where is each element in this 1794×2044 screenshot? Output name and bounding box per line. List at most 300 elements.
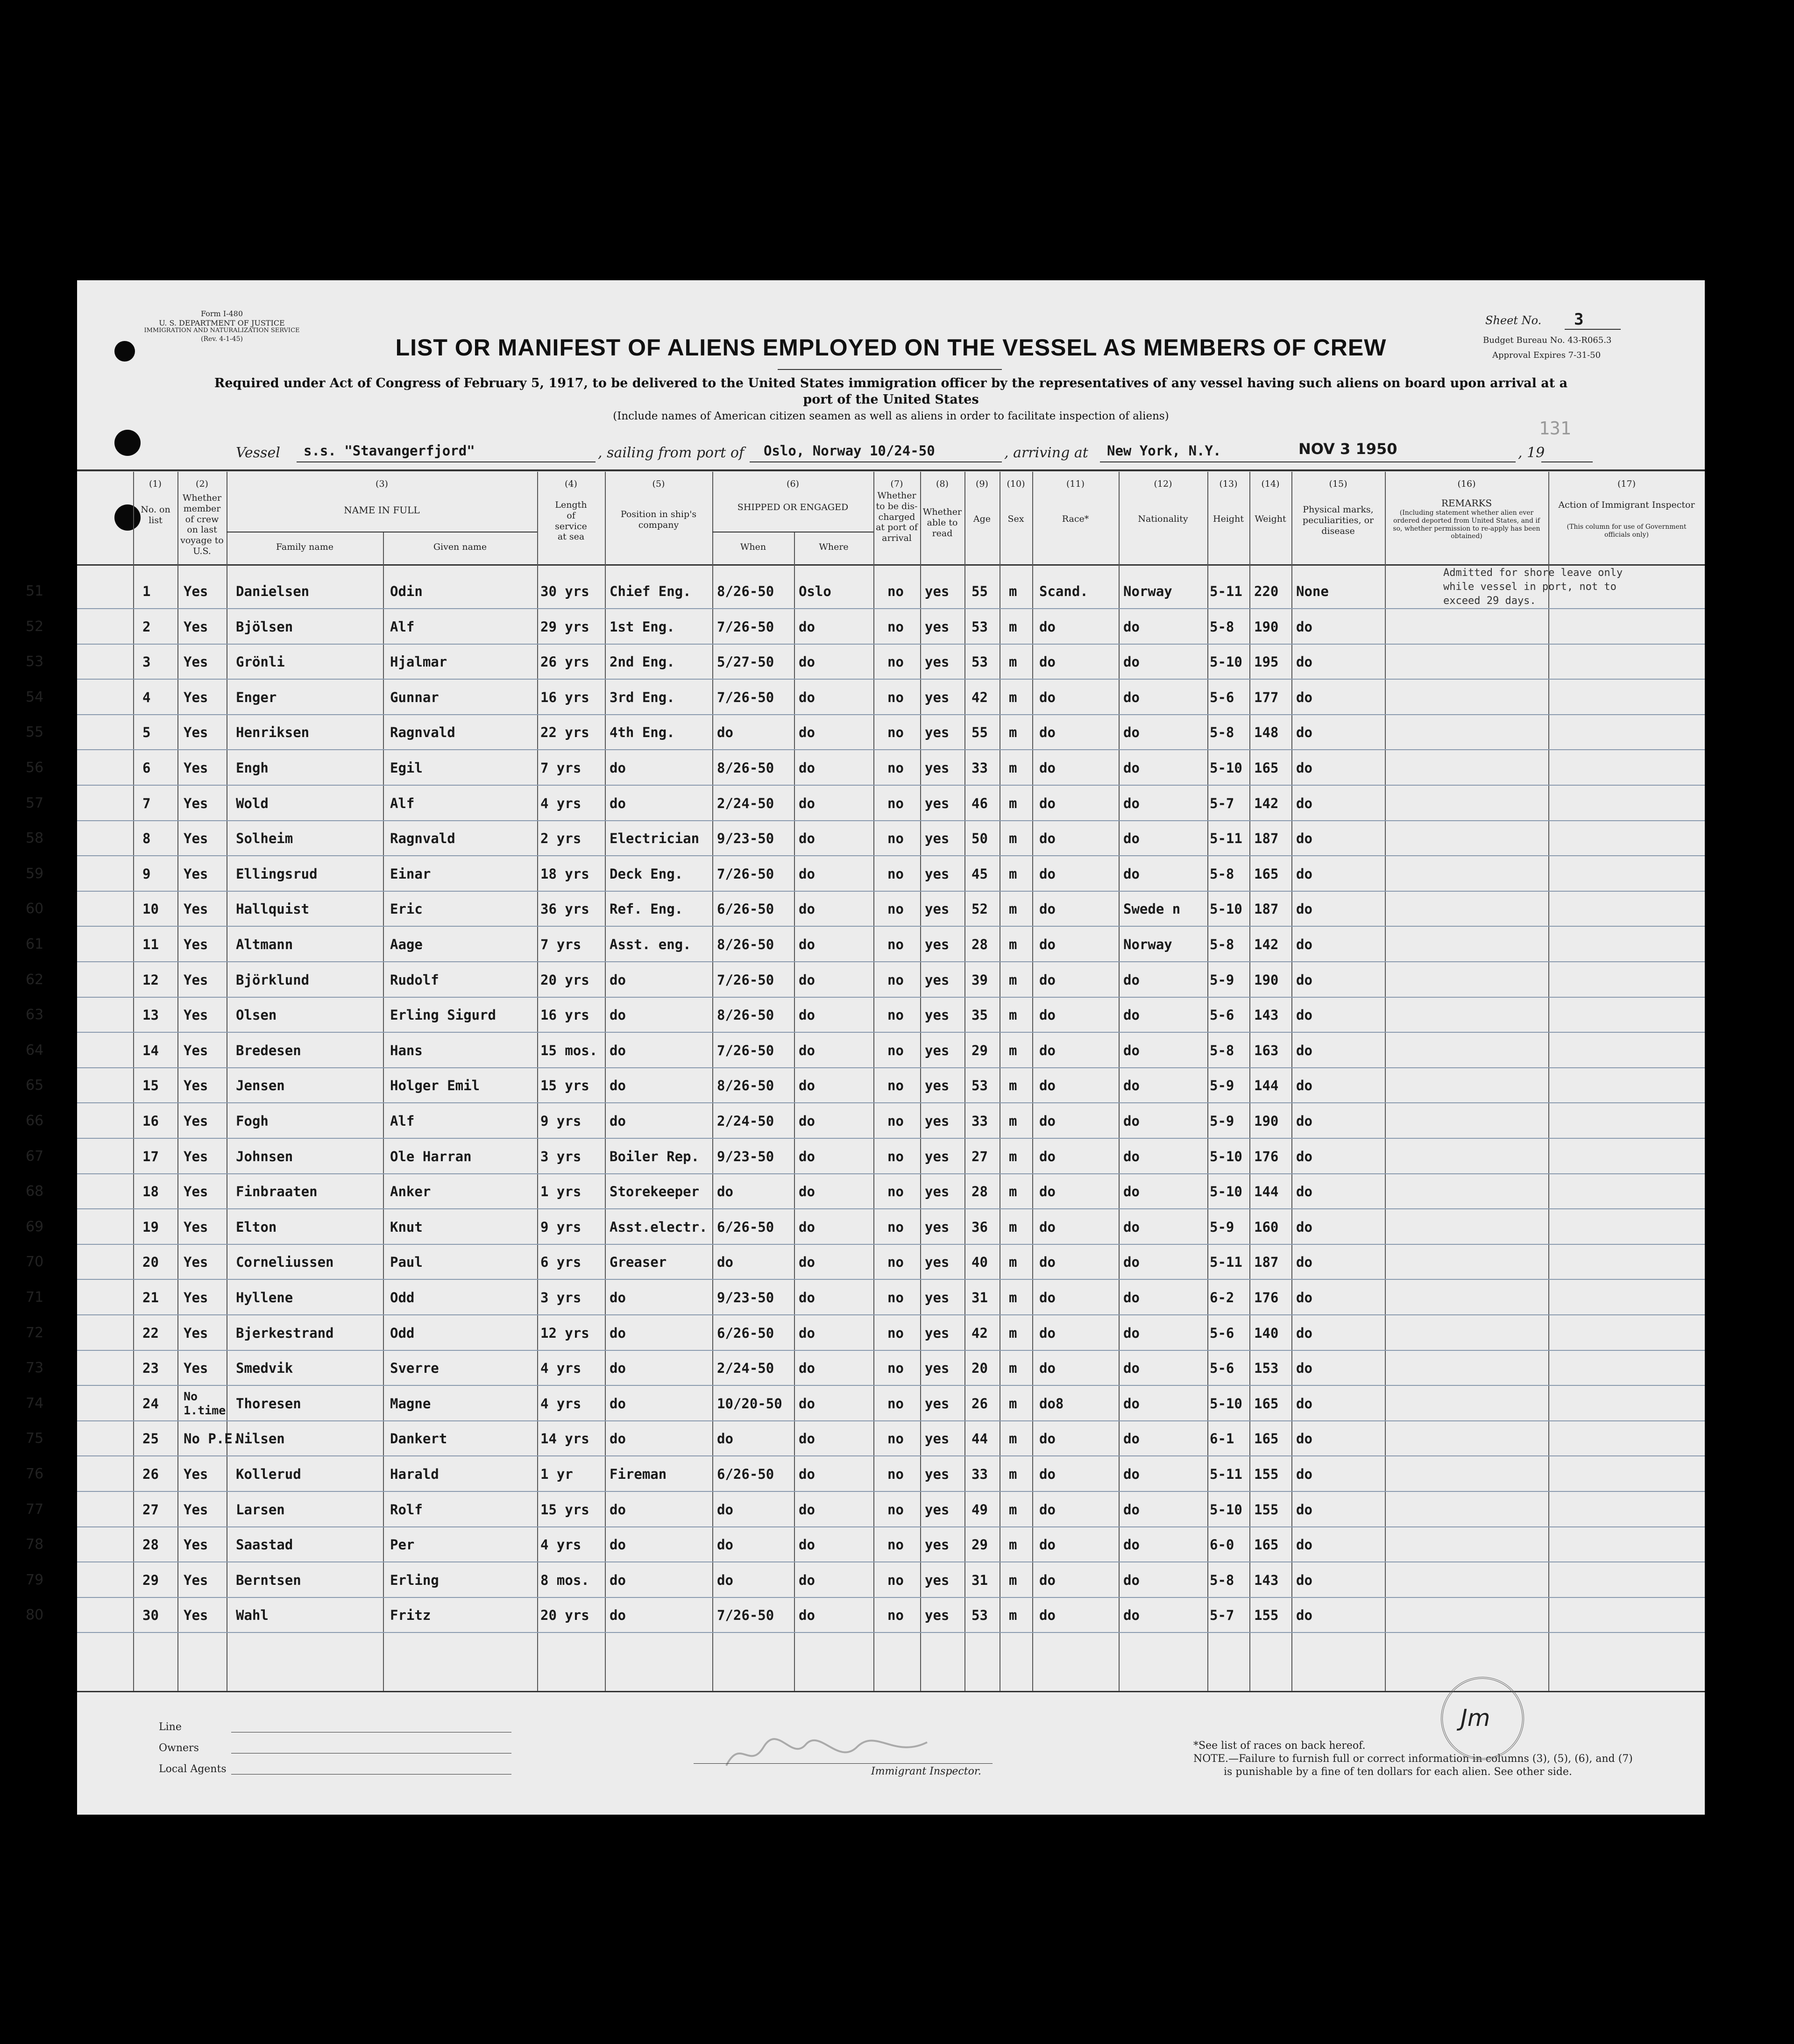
table-row [26, 1280, 1705, 1315]
service-length: 16 yrs [540, 1007, 589, 1023]
sex: m [1009, 1466, 1017, 1482]
given-name: Harald [390, 1466, 439, 1482]
physical-marks: do [1296, 901, 1312, 917]
date-underline [1291, 461, 1516, 462]
given-name: Einar [390, 866, 431, 882]
nationality: do [1123, 1184, 1140, 1200]
position: do [610, 1607, 626, 1624]
family-name: Solheim [236, 830, 293, 847]
nationality: do [1123, 830, 1140, 847]
position: do [610, 1360, 626, 1377]
nationality: Swede n [1123, 901, 1181, 917]
form-revision: (Rev. 4-1-45) [201, 335, 243, 343]
shipped-when: 7/26-50 [717, 1042, 774, 1058]
table-row [26, 1562, 1705, 1598]
given-name: Paul [390, 1254, 423, 1270]
nationality: do [1123, 1607, 1140, 1624]
height: 6-0 [1210, 1537, 1234, 1553]
shipped-when: 7/26-50 [717, 972, 774, 988]
last-voyage: Yes [184, 1325, 208, 1341]
margin-number: 63 [26, 1007, 44, 1023]
col6a-header: When [740, 542, 766, 552]
position: do [610, 1290, 626, 1306]
margin-number: 65 [26, 1077, 44, 1094]
row-rule [77, 1632, 1705, 1633]
discharged: no [887, 1607, 904, 1624]
shipped-where: do [799, 689, 815, 705]
sheet-label: Sheet No. [1485, 314, 1542, 327]
age: 46 [971, 795, 988, 811]
able-to-read: yes [925, 760, 950, 776]
family-name: Björklund [236, 972, 310, 988]
shipped-where: Oslo [799, 583, 831, 599]
position: 3rd Eng. [610, 689, 675, 705]
col15-header: Physical marks, peculiarities, or disease [1302, 504, 1374, 536]
shipped-when: do [717, 1537, 733, 1553]
service-length: 4 yrs [540, 1395, 581, 1412]
able-to-read: yes [925, 795, 950, 811]
shipped-when: 7/26-50 [717, 866, 774, 882]
age: 42 [971, 1325, 988, 1341]
margin-number: 72 [26, 1324, 44, 1341]
height: 5-8 [1210, 937, 1234, 952]
position: do [610, 1007, 626, 1023]
discharged: no [887, 1148, 904, 1164]
line-number: 29 [142, 1572, 159, 1588]
physical-marks: do [1296, 1007, 1312, 1023]
height: 5-11 [1210, 830, 1242, 847]
shipped-where: do [799, 1537, 815, 1553]
age: 55 [971, 724, 988, 741]
given-name: Ragnvald [390, 724, 455, 741]
discharged: no [887, 760, 904, 776]
sex: m [1009, 1254, 1017, 1270]
inspector-label: Immigrant Inspector. [871, 1766, 981, 1777]
family-name: Corneliussen [236, 1254, 334, 1270]
col11-header: Race* [1062, 514, 1089, 524]
age: 35 [971, 1007, 988, 1023]
given-name: Dankert [390, 1431, 447, 1447]
sex: m [1009, 689, 1017, 705]
race: Scand. [1039, 583, 1088, 599]
shipped-where: do [799, 1572, 815, 1588]
arrival-port: New York, N.Y. [1107, 443, 1221, 459]
shipped-where: do [799, 1466, 815, 1482]
margin-number: 76 [26, 1466, 44, 1482]
family-name: Fogh [236, 1113, 269, 1129]
col3-header: NAME IN FULL [344, 504, 420, 516]
header-bottom-rule [77, 564, 1705, 566]
table-row [26, 821, 1705, 856]
able-to-read: yes [925, 1042, 950, 1058]
nationality: do [1123, 1078, 1140, 1094]
service-length: 7 yrs [540, 760, 581, 776]
line-number: 26 [142, 1466, 159, 1482]
race: do [1039, 972, 1056, 988]
shipped-where: do [799, 937, 815, 952]
nationality: do [1123, 1572, 1140, 1588]
able-to-read: yes [925, 1254, 950, 1270]
service-length: 8 mos. [540, 1572, 589, 1588]
margin-number: 62 [26, 971, 44, 988]
nationality: Norway [1123, 937, 1172, 952]
able-to-read: yes [925, 1537, 950, 1553]
discharged: no [887, 1042, 904, 1058]
nationality: do [1123, 1360, 1140, 1377]
shipped-when: 9/23-50 [717, 1148, 774, 1164]
nationality: do [1123, 1254, 1140, 1270]
last-voyage: Yes [184, 760, 208, 776]
shipped-when: 6/26-50 [717, 1219, 774, 1235]
service-length: 22 yrs [540, 724, 589, 741]
line-number: 13 [142, 1007, 159, 1023]
margin-number: 61 [26, 936, 44, 952]
family-name: Wahl [236, 1607, 269, 1624]
sex: m [1009, 901, 1017, 917]
margin-number: 79 [26, 1571, 44, 1588]
position: do [610, 1501, 626, 1518]
discharged: no [887, 866, 904, 882]
sex: m [1009, 1078, 1017, 1094]
nationality: do [1123, 1395, 1140, 1412]
physical-marks: None [1296, 583, 1329, 599]
age: 49 [971, 1501, 988, 1518]
race: do [1039, 1113, 1056, 1129]
departure-port: Oslo, Norway 10/24-50 [764, 443, 935, 459]
height: 5-8 [1210, 1572, 1234, 1588]
last-voyage: Yes [184, 901, 208, 917]
position: Asst. eng. [610, 937, 691, 952]
given-name: Alf [390, 1113, 415, 1129]
race: do [1039, 1078, 1056, 1094]
weight: 144 [1254, 1078, 1279, 1094]
nationality: do [1123, 1537, 1140, 1553]
service-length: 36 yrs [540, 901, 589, 917]
family-name: Elton [236, 1219, 277, 1235]
age: 53 [971, 1607, 988, 1624]
able-to-read: yes [925, 654, 950, 670]
table-row [26, 1456, 1705, 1492]
race: do [1039, 1007, 1056, 1023]
table-row [26, 1139, 1705, 1174]
race: do8 [1039, 1395, 1064, 1412]
line-number: 18 [142, 1184, 159, 1200]
family-name: Altmann [236, 937, 293, 952]
age: 39 [971, 972, 988, 988]
physical-marks: do [1296, 1466, 1312, 1482]
height: 5-7 [1210, 795, 1234, 811]
position: do [610, 972, 626, 988]
sex: m [1009, 1501, 1017, 1518]
shipped-when: 9/23-50 [717, 1290, 774, 1306]
nationality: do [1123, 1431, 1140, 1447]
physical-marks: do [1296, 830, 1312, 847]
race: do [1039, 795, 1056, 811]
age: 44 [971, 1431, 988, 1447]
shipped-when: 2/24-50 [717, 1113, 774, 1129]
family-name: Nilsen [236, 1431, 285, 1447]
sex: m [1009, 1007, 1017, 1023]
discharged: no [887, 618, 904, 635]
table-row [26, 574, 1705, 609]
physical-marks: do [1296, 760, 1312, 776]
service-length: 4 yrs [540, 1360, 581, 1377]
shipped-when: do [717, 1431, 733, 1447]
able-to-read: yes [925, 689, 950, 705]
age: 28 [971, 937, 988, 952]
margin-number: 69 [26, 1218, 44, 1235]
shipped-where: do [799, 1395, 815, 1412]
sex: m [1009, 830, 1017, 847]
page-number: 131 [1539, 418, 1571, 439]
given-name: Rudolf [390, 972, 439, 988]
family-name: Berntsen [236, 1572, 301, 1588]
shipped-when: 6/26-50 [717, 1325, 774, 1341]
shipped-when: 2/24-50 [717, 1360, 774, 1377]
last-voyage: Yes [184, 1113, 208, 1129]
position: 4th Eng. [610, 724, 675, 741]
shipped-where: do [799, 1219, 815, 1235]
family-name: Smedvik [236, 1360, 293, 1377]
sailing-label: , sailing from port of [598, 445, 745, 461]
height: 5-7 [1210, 1607, 1234, 1624]
margin-number: 67 [26, 1148, 44, 1164]
age: 53 [971, 1078, 988, 1094]
age: 28 [971, 1184, 988, 1200]
able-to-read: yes [925, 1466, 950, 1482]
vessel-underline [297, 461, 596, 462]
margin-number: 66 [26, 1113, 44, 1129]
height: 5-8 [1210, 866, 1234, 882]
margin-number: 78 [26, 1536, 44, 1553]
col3-number: (3) [376, 479, 388, 489]
table-row [26, 750, 1705, 786]
race: do [1039, 654, 1056, 670]
physical-marks: do [1296, 1395, 1312, 1412]
last-voyage: Yes [184, 654, 208, 670]
col9-header: Age [973, 514, 991, 524]
age: 33 [971, 760, 988, 776]
sex: m [1009, 1219, 1017, 1235]
discharged: no [887, 1184, 904, 1200]
sex: m [1009, 1042, 1017, 1058]
position: 2nd Eng. [610, 654, 675, 670]
weight: 160 [1254, 1219, 1279, 1235]
family-name: Grönli [236, 654, 285, 670]
given-name: Aage [390, 937, 423, 952]
weight: 155 [1254, 1607, 1279, 1624]
margin-number: 60 [26, 901, 44, 917]
height: 5-8 [1210, 618, 1234, 635]
line-number: 17 [142, 1148, 159, 1164]
height: 6-2 [1210, 1290, 1234, 1306]
col8-header: Whether able to read [922, 507, 962, 539]
family-name: Jensen [236, 1078, 285, 1094]
family-name: Bredesen [236, 1042, 301, 1058]
line-number: 9 [142, 866, 151, 882]
shipped-where: do [799, 1607, 815, 1624]
given-name: Holger Emil [390, 1078, 480, 1094]
physical-marks: do [1296, 618, 1312, 635]
family-name: Hyllene [236, 1290, 293, 1306]
physical-marks: do [1296, 1290, 1312, 1306]
service-length: 4 yrs [540, 795, 581, 811]
shipped-where: do [799, 760, 815, 776]
shipped-when: 7/26-50 [717, 689, 774, 705]
able-to-read: yes [925, 1325, 950, 1341]
weight: 148 [1254, 724, 1279, 741]
last-voyage: Yes [184, 1007, 208, 1023]
last-voyage: Yes [184, 1219, 208, 1235]
service-length: 30 yrs [540, 583, 589, 599]
physical-marks: do [1296, 1078, 1312, 1094]
form-department: U. S. DEPARTMENT OF JUSTICE [159, 319, 285, 327]
service-length: 15 mos. [540, 1042, 598, 1058]
col17-header: Action of Immigrant Inspector [1558, 500, 1695, 510]
line-number: 3 [142, 654, 151, 670]
race: do [1039, 1325, 1056, 1341]
nationality: do [1123, 1113, 1140, 1129]
position: Boiler Rep. [610, 1148, 700, 1164]
family-name: Wold [236, 795, 269, 811]
shipped-where: do [799, 1113, 815, 1129]
weight: 195 [1254, 654, 1279, 670]
line-number: 22 [142, 1325, 159, 1341]
weight: 153 [1254, 1360, 1279, 1377]
weight: 144 [1254, 1184, 1279, 1200]
line-number: 25 [142, 1431, 159, 1447]
shipped-where: do [799, 1325, 815, 1341]
physical-marks: do [1296, 1184, 1312, 1200]
last-voyage: Yes [184, 972, 208, 988]
age: 36 [971, 1219, 988, 1235]
discharged: no [887, 1360, 904, 1377]
last-voyage: Yes [184, 1078, 208, 1094]
col8-number: (8) [936, 479, 949, 489]
table-row [26, 1033, 1705, 1068]
shipped-where: do [799, 724, 815, 741]
race: do [1039, 1290, 1056, 1306]
service-length: 9 yrs [540, 1113, 581, 1129]
discharged: no [887, 1431, 904, 1447]
last-voyage: Yes [184, 618, 208, 635]
height: 5-9 [1210, 1113, 1234, 1129]
shipped-where: do [799, 1042, 815, 1058]
margin-number: 55 [26, 724, 44, 741]
line-number: 6 [142, 760, 151, 776]
height: 5-11 [1210, 1254, 1242, 1270]
col6-number: (6) [787, 479, 799, 489]
service-length: 7 yrs [540, 937, 581, 952]
sex: m [1009, 1360, 1017, 1377]
shipped-where: do [799, 1254, 815, 1270]
service-length: 20 yrs [540, 1607, 589, 1624]
age: 52 [971, 901, 988, 917]
shipped-when: 2/24-50 [717, 795, 774, 811]
table-row [26, 1244, 1705, 1280]
sex: m [1009, 618, 1017, 635]
col4-number: (4) [565, 479, 577, 489]
table-row [26, 609, 1705, 645]
table-row [26, 1174, 1705, 1209]
physical-marks: do [1296, 866, 1312, 882]
weight: 165 [1254, 760, 1279, 776]
service-length: 1 yr [540, 1466, 573, 1482]
table-row [26, 1597, 1705, 1633]
age: 29 [971, 1042, 988, 1058]
nationality: do [1123, 760, 1140, 776]
margin-number: 59 [26, 865, 44, 882]
line-number: 19 [142, 1219, 159, 1235]
shipped-when: do [717, 724, 733, 741]
height: 6-1 [1210, 1431, 1234, 1447]
physical-marks: do [1296, 1254, 1312, 1270]
height: 5-8 [1210, 1042, 1234, 1058]
given-name: Hans [390, 1042, 423, 1058]
family-name: Finbraaten [236, 1184, 318, 1200]
port-underline [750, 461, 1002, 462]
age: 50 [971, 830, 988, 847]
table-row [26, 927, 1705, 962]
physical-marks: do [1296, 724, 1312, 741]
race: do [1039, 1219, 1056, 1235]
given-name: Alf [390, 795, 415, 811]
margin-number: 51 [26, 583, 44, 599]
col6-header: SHIPPED OR ENGAGED [737, 502, 849, 512]
margin-number: 74 [26, 1395, 44, 1412]
weight: 190 [1254, 618, 1279, 635]
able-to-read: yes [925, 1360, 950, 1377]
discharged: no [887, 1219, 904, 1235]
discharged: no [887, 972, 904, 988]
line-number: 30 [142, 1607, 159, 1624]
failure-note-cont: is punishable by a fine of ten dollars for each alien. See other side. [1224, 1766, 1572, 1778]
service-length: 3 yrs [540, 1290, 581, 1306]
service-length: 29 yrs [540, 618, 589, 635]
shipped-when: 9/23-50 [717, 830, 774, 847]
last-voyage: Yes [184, 1290, 208, 1306]
race: do [1039, 760, 1056, 776]
height: 5-10 [1210, 1395, 1242, 1412]
line-number: 14 [142, 1042, 159, 1058]
col5-number: (5) [652, 479, 665, 489]
weight: 165 [1254, 1431, 1279, 1447]
shipped-when: 7/26-50 [717, 618, 774, 635]
physical-marks: do [1296, 937, 1312, 952]
last-voyage: Yes [184, 1466, 208, 1482]
nationality: Norway [1123, 583, 1172, 599]
col15-number: (15) [1329, 479, 1347, 489]
shipped-where: do [799, 901, 815, 917]
race: do [1039, 1607, 1056, 1624]
race: do [1039, 830, 1056, 847]
shipped-where: do [799, 795, 815, 811]
given-name: Knut [390, 1219, 423, 1235]
position: do [610, 1395, 626, 1412]
physical-marks: do [1296, 1360, 1312, 1377]
able-to-read: yes [925, 1431, 950, 1447]
inspector-stamp [1441, 1677, 1524, 1760]
shipped-where: do [799, 1078, 815, 1094]
approval-expiry: Approval Expires 7-31-50 [1492, 350, 1601, 360]
physical-marks: do [1296, 1607, 1312, 1624]
discharged: no [887, 1572, 904, 1588]
position: Asst.electr. [610, 1219, 708, 1235]
nationality: do [1123, 689, 1140, 705]
col2-header: Whether member of crew on last voyage to U.S. [180, 493, 224, 556]
table-row [26, 715, 1705, 750]
col13-header: Height [1213, 514, 1244, 524]
